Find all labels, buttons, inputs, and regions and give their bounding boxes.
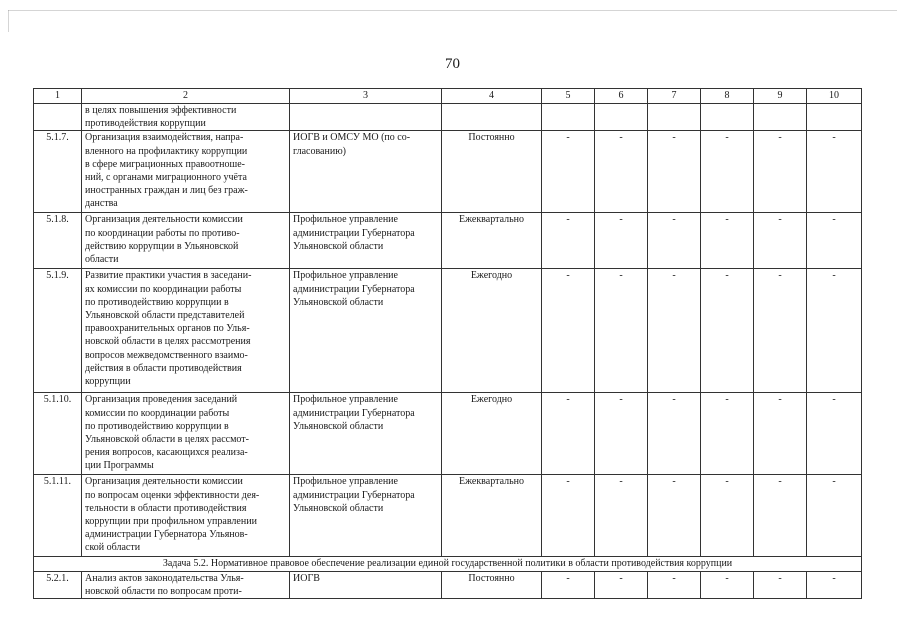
program-table xyxy=(33,88,862,599)
funding-cell xyxy=(807,104,862,131)
description-line: Организация взаимодействия, напра- xyxy=(85,132,244,144)
scan-edge-top xyxy=(8,10,897,11)
description-line: по противодействию коррупции в xyxy=(85,296,229,308)
funding-cell: - xyxy=(648,475,701,557)
funding-cell xyxy=(701,104,754,131)
responsible-line: Профильное управление xyxy=(293,476,398,488)
funding-cell: - xyxy=(701,131,754,213)
funding-cell xyxy=(754,104,807,131)
description-line: Развитие практики участия в заседани- xyxy=(85,270,252,282)
item-number: 5.1.10. xyxy=(34,393,82,475)
description-line: правоохранительных органов по Улья- xyxy=(85,323,250,335)
frequency: Ежегодно xyxy=(442,269,542,393)
responsible-line: администрации Губернатора xyxy=(293,227,415,239)
funding-cell: - xyxy=(701,475,754,557)
column-header: 6 xyxy=(595,89,648,104)
table-row xyxy=(34,104,862,131)
activity-description xyxy=(82,213,290,269)
responsible-party xyxy=(290,571,442,598)
description-line: коррупции при профильном управлении xyxy=(85,516,257,528)
responsible-party xyxy=(290,269,442,393)
table-row xyxy=(34,269,862,393)
description-line: Ульяновской области представителей xyxy=(85,310,245,322)
frequency: Ежеквартально xyxy=(442,213,542,269)
description-line: Организация проведения заседаний xyxy=(85,394,238,406)
description-line: по противодействию коррупции в xyxy=(85,420,229,432)
activity-description xyxy=(82,269,290,393)
funding-cell: - xyxy=(701,571,754,598)
frequency: Постоянно xyxy=(442,131,542,213)
funding-cell: - xyxy=(807,213,862,269)
description-line: действия в области противодействия xyxy=(85,362,242,374)
funding-cell: - xyxy=(542,475,595,557)
funding-cell: - xyxy=(701,393,754,475)
table-body xyxy=(34,104,862,557)
item-number: 5.1.7. xyxy=(34,131,82,213)
responsible-line: Профильное управление xyxy=(293,394,398,406)
table-row xyxy=(34,131,862,213)
funding-cell: - xyxy=(542,393,595,475)
description-line: противодействия коррупции xyxy=(85,118,206,130)
responsible-line: Ульяновской области xyxy=(293,502,384,514)
responsible-party xyxy=(290,393,442,475)
description-line: Ульяновской области в целях рассмот- xyxy=(85,434,249,446)
frequency: Постоянно xyxy=(442,571,542,598)
funding-cell: - xyxy=(754,131,807,213)
responsible-line: Ульяновской области xyxy=(293,296,384,308)
funding-cell: - xyxy=(807,131,862,213)
funding-cell: - xyxy=(595,475,648,557)
column-header: 9 xyxy=(754,89,807,104)
table-row xyxy=(34,571,862,598)
item-number: 5.1.9. xyxy=(34,269,82,393)
description-line: ской области xyxy=(85,542,141,554)
responsible-party xyxy=(290,475,442,557)
responsible-line: Профильное управление xyxy=(293,270,398,282)
description-line: ции Программы xyxy=(85,460,154,472)
item-number: 5.2.1. xyxy=(34,571,82,598)
description-line: по координации работы по противо- xyxy=(85,227,240,239)
description-line: Анализ актов законодательства Улья- xyxy=(85,572,244,584)
description-line: администрации Губернатора Ульянов- xyxy=(85,529,248,541)
table-body-continued xyxy=(34,571,862,598)
table-row xyxy=(34,393,862,475)
responsible-line: администрации Губернатора xyxy=(293,489,415,501)
activity-description xyxy=(82,571,290,598)
column-header: 1 xyxy=(34,89,82,104)
table-row xyxy=(34,475,862,557)
funding-cell: - xyxy=(754,475,807,557)
activity-description xyxy=(82,393,290,475)
column-header: 5 xyxy=(542,89,595,104)
funding-cell: - xyxy=(807,269,862,393)
description-line: тельности в области противодействия xyxy=(85,502,247,514)
description-line: ний, с органами миграционного учёта xyxy=(85,172,247,184)
item-number xyxy=(34,104,82,131)
responsible-line: ИОГВ и ОМСУ МО (по со- xyxy=(293,132,411,144)
responsible-line: ИОГВ xyxy=(293,572,320,584)
description-line: новской области в целях рассмотрения xyxy=(85,336,251,348)
funding-cell: - xyxy=(648,571,701,598)
responsible-line: гласованию) xyxy=(293,145,346,157)
item-number: 5.1.11. xyxy=(34,475,82,557)
funding-cell xyxy=(595,104,648,131)
funding-cell: - xyxy=(701,213,754,269)
description-line: иностранных граждан и лиц без граж- xyxy=(85,185,248,197)
funding-cell: - xyxy=(595,269,648,393)
description-line: действию коррупции в Ульяновской xyxy=(85,240,239,252)
item-number: 5.1.8. xyxy=(34,213,82,269)
funding-cell: - xyxy=(595,393,648,475)
funding-cell: - xyxy=(648,269,701,393)
funding-cell: - xyxy=(542,213,595,269)
responsible-line: администрации Губернатора xyxy=(293,283,415,295)
description-line: Организация деятельности комиссии xyxy=(85,214,243,226)
funding-cell: - xyxy=(542,269,595,393)
funding-cell: - xyxy=(754,213,807,269)
scan-edge-left xyxy=(8,10,9,32)
funding-cell: - xyxy=(754,393,807,475)
activity-description xyxy=(82,104,290,131)
funding-cell: - xyxy=(542,571,595,598)
responsible-party xyxy=(290,131,442,213)
column-header: 4 xyxy=(442,89,542,104)
funding-cell: - xyxy=(701,269,754,393)
funding-cell xyxy=(648,104,701,131)
funding-cell: - xyxy=(648,393,701,475)
description-line: области xyxy=(85,254,119,266)
funding-cell xyxy=(542,104,595,131)
responsible-line: Ульяновской области xyxy=(293,240,384,252)
funding-cell: - xyxy=(595,213,648,269)
responsible-line: администрации Губернатора xyxy=(293,407,415,419)
activity-description xyxy=(82,475,290,557)
funding-cell: - xyxy=(807,475,862,557)
description-line: вопросов межведомственного взаимо- xyxy=(85,349,248,361)
frequency: Ежеквартально xyxy=(442,475,542,557)
responsible-party xyxy=(290,104,442,131)
description-line: комиссии по координации работы xyxy=(85,407,230,419)
column-header: 7 xyxy=(648,89,701,104)
page-number: 70 xyxy=(445,56,460,72)
funding-cell: - xyxy=(648,213,701,269)
description-line: в целях повышения эффективности xyxy=(85,105,237,116)
column-header: 2 xyxy=(82,89,290,104)
funding-cell: - xyxy=(595,131,648,213)
responsible-line: Ульяновской области xyxy=(293,420,384,432)
funding-cell: - xyxy=(754,269,807,393)
description-line: данства xyxy=(85,198,118,210)
column-header: 3 xyxy=(290,89,442,104)
description-line: новской области по вопросам проти- xyxy=(85,585,242,597)
description-line: вленного на профилактику коррупции xyxy=(85,145,248,157)
column-header: 8 xyxy=(701,89,754,104)
funding-cell: - xyxy=(754,571,807,598)
funding-cell: - xyxy=(807,393,862,475)
funding-cell: - xyxy=(648,131,701,213)
table-row xyxy=(34,213,862,269)
description-line: рения вопросов, касающихся реализа- xyxy=(85,447,248,459)
responsible-party xyxy=(290,213,442,269)
funding-cell: - xyxy=(542,131,595,213)
description-line: коррупции xyxy=(85,376,131,388)
column-header: 10 xyxy=(807,89,862,104)
description-line: по вопросам оценки эффективности дея- xyxy=(85,489,260,501)
section-header-row xyxy=(34,557,862,571)
section-header: Задача 5.2. Нормативное правовое обеспечение реализации единой государственной политики в области противодействия коррупции xyxy=(34,557,862,571)
funding-cell: - xyxy=(807,571,862,598)
column-header-row xyxy=(34,89,862,104)
activity-description xyxy=(82,131,290,213)
frequency xyxy=(442,104,542,131)
frequency: Ежегодно xyxy=(442,393,542,475)
description-line: ях комиссии по координации работы xyxy=(85,283,242,295)
funding-cell: - xyxy=(595,571,648,598)
description-line: в сфере миграционных правоотноше- xyxy=(85,158,245,170)
responsible-line: Профильное управление xyxy=(293,214,398,226)
description-line: Организация деятельности комиссии xyxy=(85,476,243,488)
